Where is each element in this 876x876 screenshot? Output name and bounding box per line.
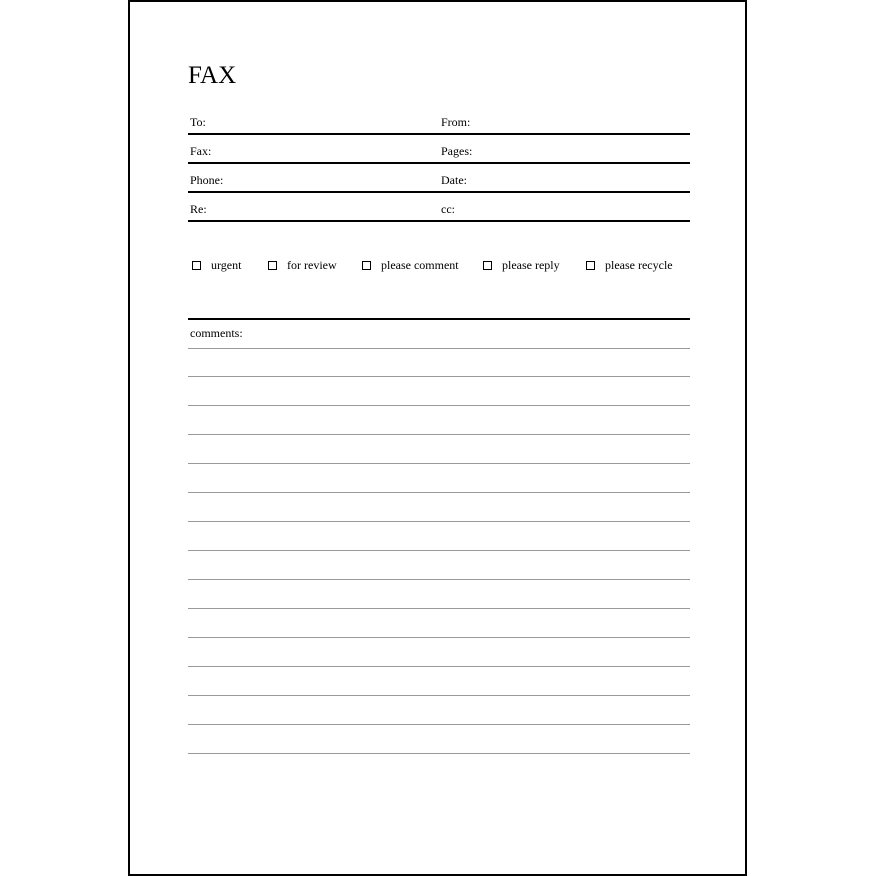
date-field-label: Date: (441, 173, 467, 187)
checkbox-square-icon[interactable] (586, 261, 595, 270)
comment-line (188, 376, 690, 377)
checkbox-square-icon[interactable] (268, 261, 277, 270)
comment-line (188, 405, 690, 406)
comment-line (188, 666, 690, 667)
pages-field-label: Pages: (441, 144, 473, 158)
comment-line (188, 608, 690, 609)
checkbox-label: for review (287, 258, 337, 272)
comment-line (188, 695, 690, 696)
field-row-re-cc (188, 196, 690, 222)
page-title: FAX (188, 62, 237, 89)
checkbox-label: urgent (211, 258, 242, 272)
comment-line (188, 434, 690, 435)
checkbox-square-icon[interactable] (192, 261, 201, 270)
comment-line (188, 463, 690, 464)
comment-line (188, 637, 690, 638)
checkbox-label: please comment (381, 258, 459, 272)
to-field-label: To: (190, 115, 206, 129)
field-row-fax-pages (188, 138, 690, 164)
checkbox-square-icon[interactable] (483, 261, 492, 270)
checkbox-label: please recycle (605, 258, 673, 272)
comment-line (188, 753, 690, 754)
field-row-to-from (188, 109, 690, 135)
checkbox-label: please reply (502, 258, 560, 272)
checkbox-square-icon[interactable] (362, 261, 371, 270)
fax-cover-sheet (128, 0, 747, 876)
checkbox-please-recycle[interactable] (586, 258, 673, 272)
from-field-label: From: (441, 115, 471, 129)
re-field-label: Re: (190, 202, 207, 216)
fax-field-label: Fax: (190, 144, 212, 158)
checkbox-group (188, 258, 698, 276)
cc-field-label: cc: (441, 202, 455, 216)
comment-line (188, 521, 690, 522)
field-row-phone-date (188, 167, 690, 193)
comment-line (188, 492, 690, 493)
checkbox-please-comment[interactable] (362, 258, 459, 272)
comment-line (188, 550, 690, 551)
checkbox-for-review[interactable] (268, 258, 337, 272)
comments-header (188, 318, 690, 349)
comment-line (188, 579, 690, 580)
comment-line (188, 724, 690, 725)
checkbox-please-reply[interactable] (483, 258, 560, 272)
phone-field-label: Phone: (190, 173, 224, 187)
checkbox-urgent[interactable] (192, 258, 241, 272)
comments-label: comments: (190, 326, 243, 340)
